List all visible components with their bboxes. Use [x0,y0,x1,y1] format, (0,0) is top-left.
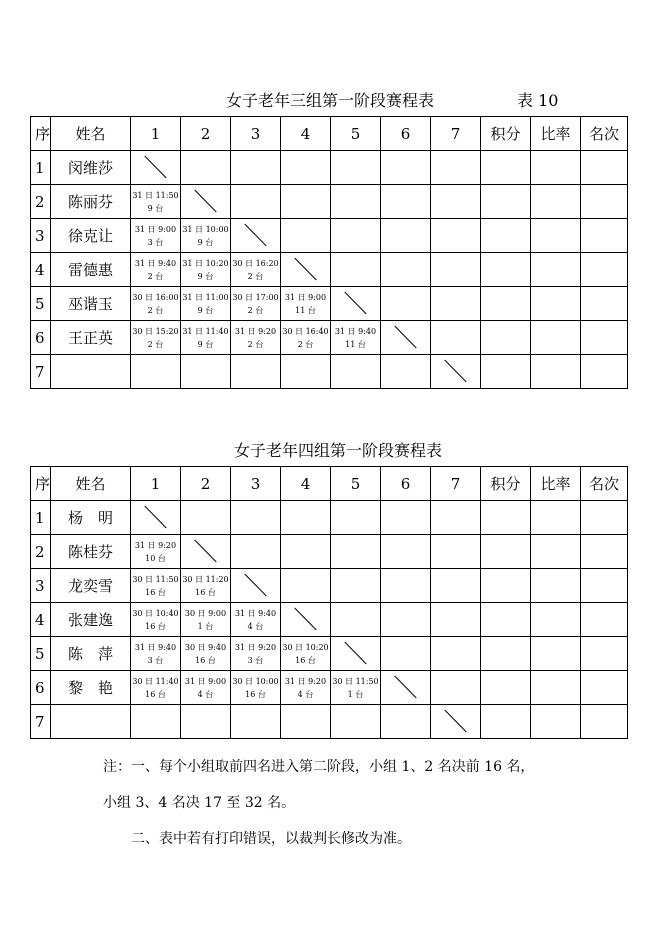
empty-cell [281,219,331,253]
match-time: 30 日 17:00 [232,292,279,302]
player-name [51,355,131,389]
match-table-no: 9 台 [147,203,164,213]
diagonal-slash [181,535,230,568]
table-row [31,321,628,355]
empty-cell [481,671,531,705]
empty-cell [481,287,531,321]
match-time: 31 日 9:00 [134,224,177,234]
match-time: 31 日 10:20 [182,258,229,268]
match-time: 30 日 16:20 [232,258,279,268]
empty-cell [381,603,431,637]
empty-cell [581,671,628,705]
match-table-no: 16 台 [245,689,266,699]
empty-cell [531,705,581,739]
empty-cell [581,637,628,671]
match-table-no: 9 台 [197,305,214,315]
empty-cell [581,355,628,389]
table-row [31,253,628,287]
match-table-no: 2 台 [247,305,264,315]
header-cell: 姓名 [51,117,131,151]
diagonal-slash [131,501,180,534]
match-cell [131,219,181,253]
empty-cell [431,535,481,569]
match-time: 31 日 9:40 [134,258,177,268]
match-time: 31 日 11:50 [132,190,179,200]
empty-cell [381,637,431,671]
match-table-no: 1 台 [347,689,364,699]
empty-cell [581,569,628,603]
table-row [31,603,628,637]
diagonal-cell [331,637,381,671]
match-time: 31 日 9:40 [234,608,277,618]
empty-cell [531,535,581,569]
match-table-no: 2 台 [147,339,164,349]
match-table-no: 9 台 [197,339,214,349]
empty-cell [581,219,628,253]
match-table-no: 16 台 [145,689,166,699]
empty-cell [381,355,431,389]
empty-cell [531,321,581,355]
player-name: 龙奕雪 [51,569,131,603]
match-time: 30 日 11:50 [332,676,379,686]
match-table-no: 16 台 [295,655,316,665]
empty-cell [481,501,531,535]
empty-cell [581,501,628,535]
header-cell: 5 [331,117,381,151]
diagonal-slash [231,569,280,602]
match-time: 31 日 11:00 [182,292,229,302]
match-cell [281,671,331,705]
match-cell [181,287,231,321]
empty-cell [181,151,231,185]
empty-cell [381,219,431,253]
empty-cell [331,151,381,185]
note-line-1: 注：一、每个小组取前四名进入第二阶段，小组 1、2 名决前 16 名， [103,759,535,775]
empty-cell [581,603,628,637]
diagonal-slash [331,287,380,320]
schedule-table-2 [30,466,628,739]
match-table-no: 3 台 [147,655,164,665]
diagonal-slash [431,355,480,388]
match-cell [231,287,281,321]
empty-cell [281,705,331,739]
header-cell: 7 [431,117,481,151]
table-row [31,151,628,185]
match-cell [181,637,231,671]
row-number: 4 [31,603,51,637]
empty-cell [181,705,231,739]
empty-cell [481,321,531,355]
player-name: 徐克让 [51,219,131,253]
match-time: 30 日 16:00 [132,292,179,302]
player-name: 陈 萍 [51,637,131,671]
empty-cell [531,637,581,671]
diagonal-cell [431,355,481,389]
diagonal-slash [281,603,330,636]
match-time: 30 日 9:40 [184,642,227,652]
player-name: 黎 艳 [51,671,131,705]
match-time: 30 日 10:20 [282,642,329,652]
player-name: 陈桂芬 [51,535,131,569]
header-cell: 名次 [581,117,628,151]
match-time: 30 日 9:00 [184,608,227,618]
empty-cell [531,287,581,321]
empty-cell [481,705,531,739]
match-table-no: 9 台 [197,237,214,247]
empty-cell [481,151,531,185]
empty-cell [431,321,481,355]
empty-cell [331,603,381,637]
row-number: 2 [31,535,51,569]
empty-cell [431,219,481,253]
empty-cell [131,705,181,739]
match-table-no: 16 台 [145,587,166,597]
match-table-no: 2 台 [247,339,264,349]
match-time: 30 日 16:40 [282,326,329,336]
empty-cell [431,287,481,321]
match-cell [231,671,281,705]
match-time: 30 日 10:40 [132,608,179,618]
match-table-no: 3 台 [247,655,264,665]
header-cell: 比率 [531,467,581,501]
match-time: 30 日 10:00 [232,676,279,686]
empty-cell [431,569,481,603]
match-cell [131,185,181,219]
note-line-3: 二、表中若有打印错误，以裁判长修改为准。 [131,831,411,847]
empty-cell [481,603,531,637]
empty-cell [481,219,531,253]
empty-cell [531,501,581,535]
diagonal-slash [181,185,230,218]
empty-cell [531,185,581,219]
match-table-no: 1 台 [197,621,214,631]
empty-cell [281,501,331,535]
player-name: 巫谐玉 [51,287,131,321]
match-table-no: 4 台 [197,689,214,699]
match-table-no: 4 台 [247,621,264,631]
empty-cell [381,705,431,739]
match-cell [231,253,281,287]
match-table-no: 2 台 [147,271,164,281]
empty-cell [531,355,581,389]
row-number: 3 [31,219,51,253]
match-cell [331,321,381,355]
header-row [31,467,628,501]
match-cell [181,321,231,355]
match-time: 31 日 9:40 [134,642,177,652]
header-cell: 2 [181,467,231,501]
match-cell [131,671,181,705]
diagonal-slash [231,219,280,252]
row-number: 7 [31,705,51,739]
empty-cell [231,501,281,535]
diagonal-slash [331,637,380,670]
diagonal-slash [431,705,480,738]
match-cell [231,603,281,637]
player-name: 闵维莎 [51,151,131,185]
match-cell [231,637,281,671]
empty-cell [581,321,628,355]
table-row [31,535,628,569]
diagonal-cell [131,151,181,185]
header-cell: 序 [31,467,51,501]
row-number: 6 [31,321,51,355]
empty-cell [481,185,531,219]
empty-cell [431,185,481,219]
match-table-no: 16 台 [195,587,216,597]
empty-cell [281,535,331,569]
player-name: 杨 明 [51,501,131,535]
empty-cell [581,287,628,321]
match-table-no: 2 台 [247,271,264,281]
empty-cell [331,569,381,603]
player-name: 雷德惠 [51,253,131,287]
diagonal-slash [381,671,430,704]
empty-cell [431,501,481,535]
table-2-title: 女子老年四组第一阶段赛程表 [234,441,443,460]
empty-cell [431,603,481,637]
match-table-no: 16 台 [145,621,166,631]
diagonal-cell [331,287,381,321]
match-cell [181,671,231,705]
row-number: 7 [31,355,51,389]
empty-cell [181,501,231,535]
table-row [31,287,628,321]
empty-cell [331,253,381,287]
empty-cell [531,671,581,705]
empty-cell [481,535,531,569]
match-table-no: 4 台 [297,689,314,699]
empty-cell [331,535,381,569]
row-number: 3 [31,569,51,603]
match-cell [181,253,231,287]
diagonal-cell [131,501,181,535]
empty-cell [281,185,331,219]
match-table-no: 10 台 [145,553,166,563]
diagonal-slash [381,321,430,354]
table-row [31,501,628,535]
header-cell: 4 [281,117,331,151]
empty-cell [231,185,281,219]
match-cell [281,287,331,321]
header-cell: 姓名 [51,467,131,501]
header-cell: 6 [381,117,431,151]
match-cell [281,637,331,671]
empty-cell [381,253,431,287]
empty-cell [581,535,628,569]
diagonal-cell [281,603,331,637]
header-cell: 3 [231,117,281,151]
match-time: 30 日 11:40 [132,676,179,686]
match-cell [131,637,181,671]
empty-cell [381,501,431,535]
match-table-no: 11 台 [345,339,366,349]
empty-cell [531,603,581,637]
empty-cell [331,355,381,389]
schedule-table-1 [30,116,628,389]
header-cell: 4 [281,467,331,501]
diagonal-cell [381,321,431,355]
empty-cell [281,151,331,185]
header-cell: 序 [31,117,51,151]
header-cell: 2 [181,117,231,151]
note-line-2: 小组 3、4 名决 17 至 32 名。 [103,795,296,811]
header-cell: 5 [331,467,381,501]
header-cell: 1 [131,467,181,501]
match-time: 31 日 9:00 [184,676,227,686]
match-cell [131,287,181,321]
match-cell [181,603,231,637]
header-cell: 6 [381,467,431,501]
player-name [51,705,131,739]
empty-cell [381,151,431,185]
match-table-no: 2 台 [147,305,164,315]
header-cell: 积分 [481,467,531,501]
empty-cell [431,671,481,705]
table-1-number: 表 10 [517,91,559,110]
table-1-title: 女子老年三组第一阶段赛程表 [226,91,435,110]
empty-cell [331,185,381,219]
row-number: 5 [31,637,51,671]
row-number: 5 [31,287,51,321]
table-row [31,569,628,603]
empty-cell [231,355,281,389]
empty-cell [181,355,231,389]
header-cell: 7 [431,467,481,501]
header-cell: 比率 [531,117,581,151]
empty-cell [531,253,581,287]
empty-cell [331,705,381,739]
empty-cell [581,185,628,219]
empty-cell [431,637,481,671]
match-time: 31 日 9:00 [284,292,327,302]
header-cell: 名次 [581,467,628,501]
empty-cell [281,569,331,603]
match-cell [331,671,381,705]
empty-cell [281,355,331,389]
table-row [31,637,628,671]
match-cell [231,321,281,355]
row-number: 6 [31,671,51,705]
match-time: 31 日 9:40 [334,326,377,336]
match-time: 30 日 15:20 [132,326,179,336]
empty-cell [531,151,581,185]
diagonal-slash [131,151,180,184]
match-table-no: 3 台 [147,237,164,247]
empty-cell [481,253,531,287]
match-cell [131,603,181,637]
match-cell [131,535,181,569]
empty-cell [381,287,431,321]
empty-cell [231,705,281,739]
header-cell: 3 [231,467,281,501]
player-name: 王正英 [51,321,131,355]
match-cell [131,253,181,287]
header-cell: 1 [131,117,181,151]
empty-cell [381,569,431,603]
match-table-no: 16 台 [195,655,216,665]
match-cell [131,569,181,603]
match-time: 31 日 9:20 [234,326,277,336]
match-table-no: 9 台 [197,271,214,281]
empty-cell [581,253,628,287]
match-time: 30 日 11:20 [182,574,229,584]
match-table-no: 2 台 [297,339,314,349]
header-cell: 积分 [481,117,531,151]
table-row [31,705,628,739]
diagonal-cell [431,705,481,739]
match-time: 31 日 11:40 [182,326,229,336]
match-time: 30 日 11:50 [132,574,179,584]
diagonal-cell [231,569,281,603]
match-cell [181,569,231,603]
match-cell [281,321,331,355]
empty-cell [231,151,281,185]
empty-cell [581,151,628,185]
match-table-no: 11 台 [295,305,316,315]
empty-cell [431,151,481,185]
empty-cell [131,355,181,389]
empty-cell [381,185,431,219]
match-time: 31 日 10:00 [182,224,229,234]
diagonal-cell [181,185,231,219]
empty-cell [531,219,581,253]
diagonal-cell [181,535,231,569]
match-time: 31 日 9:20 [234,642,277,652]
diagonal-cell [231,219,281,253]
match-cell [131,321,181,355]
empty-cell [331,501,381,535]
player-name: 张建逸 [51,603,131,637]
row-number: 1 [31,501,51,535]
match-time: 31 日 9:20 [134,540,177,550]
diagonal-slash [281,253,330,286]
match-time: 31 日 9:20 [284,676,327,686]
table-row [31,671,628,705]
empty-cell [381,535,431,569]
empty-cell [581,705,628,739]
empty-cell [481,355,531,389]
table-row [31,219,628,253]
table-row [31,355,628,389]
empty-cell [431,253,481,287]
match-cell [181,219,231,253]
empty-cell [331,219,381,253]
player-name: 陈丽芬 [51,185,131,219]
empty-cell [531,569,581,603]
header-row [31,117,628,151]
row-number: 4 [31,253,51,287]
diagonal-cell [281,253,331,287]
row-number: 1 [31,151,51,185]
empty-cell [231,535,281,569]
empty-cell [481,637,531,671]
table-row [31,185,628,219]
diagonal-cell [381,671,431,705]
row-number: 2 [31,185,51,219]
empty-cell [481,569,531,603]
